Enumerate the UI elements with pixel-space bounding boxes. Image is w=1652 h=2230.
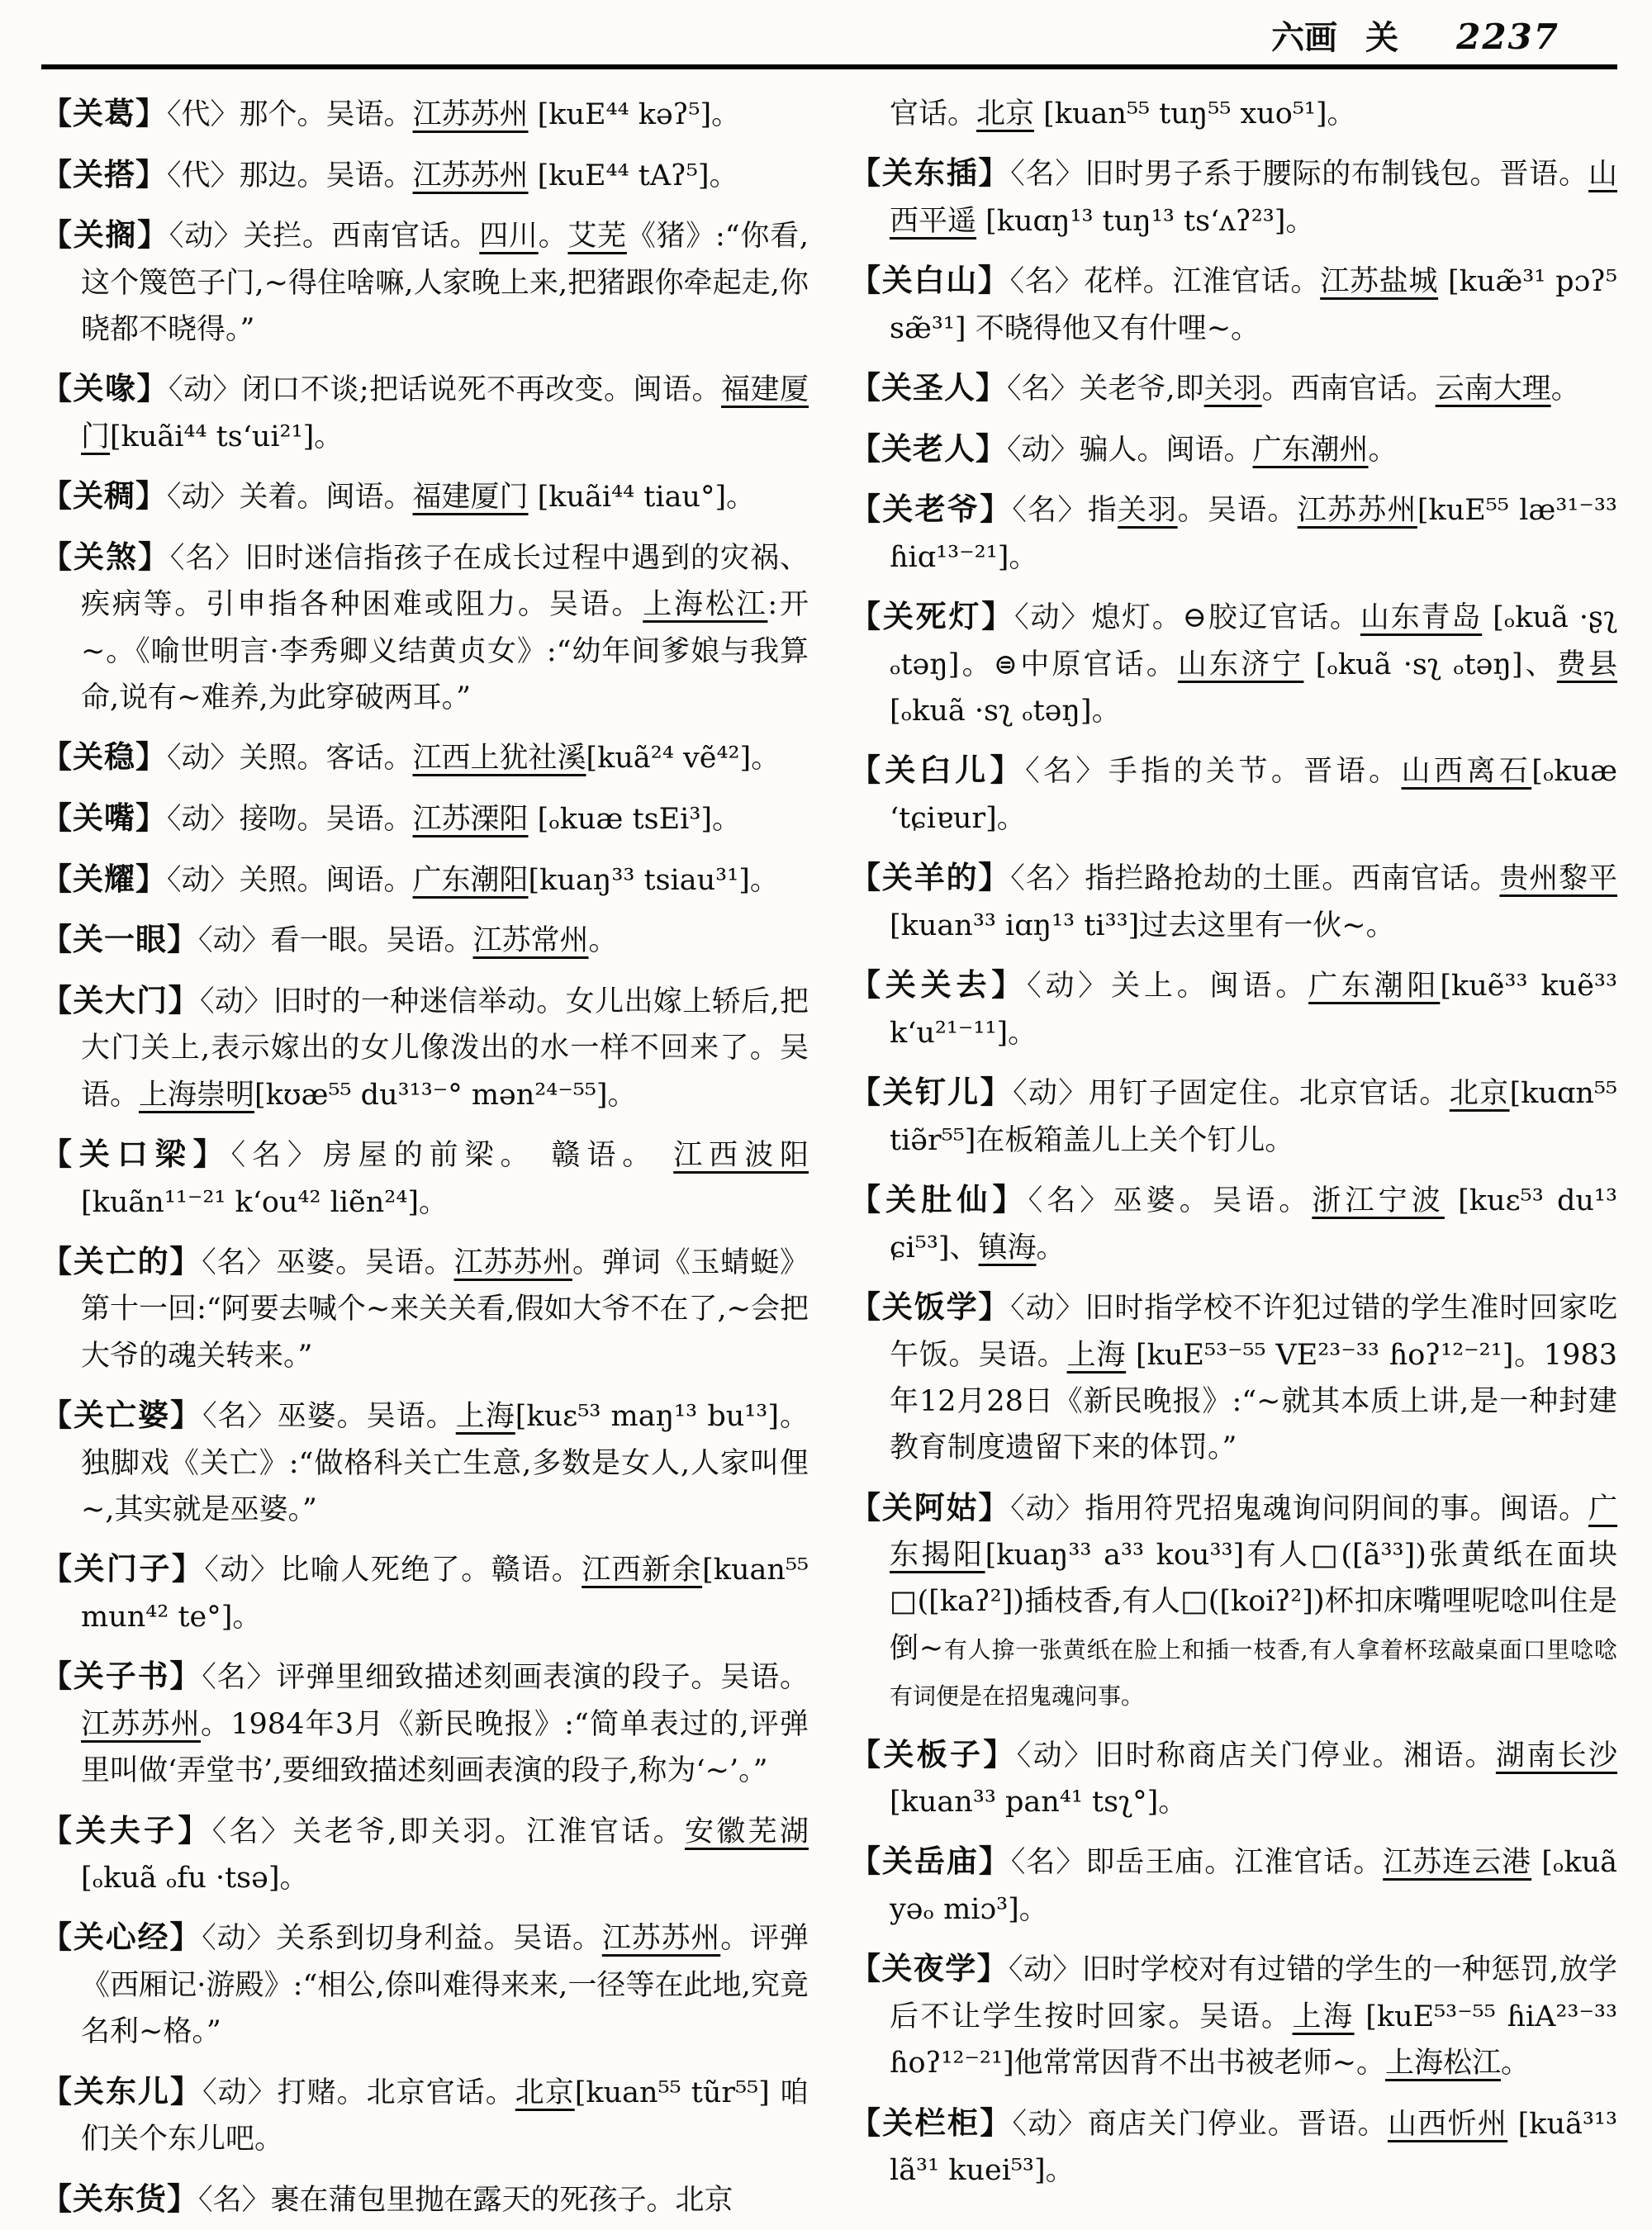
place-name: 江苏溧阳 [412, 803, 529, 836]
dict-entry [41, 1652, 809, 1794]
entry-text: [kuã²⁴ vẽ⁴²]。 [586, 742, 781, 776]
entry-text: 〈名〉关老爷,即 [1007, 372, 1204, 406]
entry-text: [ₒkuã ·sʅ ₒtəŋ]。 [890, 695, 1121, 728]
entry-text: 〈名〉即岳王庙。江淮官话。 [1010, 1846, 1384, 1880]
dict-entry [850, 1483, 1617, 1719]
dict-entry [850, 1283, 1617, 1472]
dict-entry [41, 915, 809, 965]
place-name: 福建厦门 [81, 373, 809, 453]
page-number: 2237 [1456, 17, 1559, 57]
entry-text: 〈动〉关系到切身利益。吴语。 [202, 1922, 602, 1956]
entry-text: 。 [1036, 1231, 1066, 1264]
entry-text: 。评弹《西厢记·游殿》:“相公,倷叫难得来来,一径等在此地,究竟名利~格。” [81, 1922, 809, 2049]
dict-entry [850, 425, 1617, 474]
entry-headword: 【关亡的】 [41, 1242, 202, 1279]
entry-headword: 【关老人】 [850, 429, 1007, 467]
place-name: 江苏苏州 [453, 1245, 572, 1279]
entry-headword: 【关子书】 [41, 1658, 202, 1695]
entry-text: 〈动〉旧时学校对有过错的学生的一种惩罚,放学后不让学生按时回家。吴语。 [890, 1953, 1617, 2033]
place-name: 北京 [976, 97, 1035, 130]
entry-text: 〈名〉巫婆。吴语。 [202, 1245, 454, 1279]
entry-headword: 【关嘴】 [41, 799, 167, 836]
entry-text: 。 [1500, 2047, 1530, 2081]
entry-text: [kuan⁵⁵ tũr⁵⁵] 咱们关个东儿吧。 [81, 2076, 809, 2156]
entry-headword: 【关葛】 [41, 95, 167, 131]
entry-text: 〈动〉关着。闽语。 [167, 481, 413, 515]
place-name: 关羽 [1203, 372, 1262, 406]
entry-text: 。 [588, 924, 618, 958]
entry-headword: 【关圣人】 [850, 369, 1007, 406]
entry-text: [kuE⁴⁴ kəʔ⁵]。 [528, 98, 741, 131]
dict-entry [41, 89, 809, 139]
right-column [850, 89, 1617, 2230]
dict-entry [41, 1544, 809, 1640]
place-name: 浙江宁波 [1312, 1184, 1445, 1218]
entry-text: [kuɛ⁵³ maŋ¹³ bu¹³]。独脚戏《关亡》:“做格科关亡生意,多数是女人,人家叫俚~,其实就是巫婆。” [81, 1400, 809, 1526]
dict-entry [41, 1806, 809, 1902]
entry-text: [kʊæ⁵⁵ du³¹³⁻° mən²⁴⁻⁵⁵]。 [254, 1078, 637, 1112]
entry-text: 〈动〉闭口不谈;把话说死不再改变。闽语。 [168, 373, 722, 407]
place-name: 广东潮阳 [1308, 970, 1441, 1004]
place-name: 云南大理 [1435, 372, 1551, 406]
entry-headword: 【关搁】 [41, 216, 169, 254]
dict-entry [850, 2099, 1617, 2194]
place-name: 费县 [1556, 648, 1617, 681]
entry-text: 〈名〉房屋的前梁。 赣语。 [230, 1138, 674, 1172]
entry-text: [kuaŋ³³ tsiau³¹]。 [528, 863, 779, 897]
entry-text: 〈动〉旧时称商店关门停业。湘语。 [1016, 1739, 1496, 1772]
entry-text: 〈动〉旧时的一种迷信举动。女儿出嫁上轿后,把大门关上,表示嫁出的女儿像泼出的水一样不回来了。吴语。 [81, 985, 809, 1112]
place-name: 上海 [1292, 2000, 1355, 2033]
dict-entry [41, 150, 809, 200]
place-name: 山西忻州 [1387, 2107, 1508, 2141]
entry-text: 〈动〉骗人。闽语。 [1007, 433, 1253, 467]
place-name: 北京 [1449, 1077, 1510, 1111]
entry-text: 〈代〉那个。吴语。 [167, 98, 413, 131]
place-name: 山西平遥 [890, 158, 1617, 238]
entry-text: [ₒkuã ·sʅ ₒtəŋ]、 [1303, 648, 1557, 681]
entry-text: 〈名〉裹在蒲包里抛在露天的死孩子。北京 [198, 2183, 733, 2217]
entry-text: [kuan⁵⁵ mun⁴² te°]。 [81, 1554, 809, 1634]
dict-entry [41, 976, 809, 1118]
entry-text: 〈名〉巫婆。吴语。 [202, 1400, 456, 1434]
place-name: 镇海 [978, 1231, 1037, 1264]
entry-headword: 【关搭】 [41, 155, 167, 192]
entry-text: [kuE⁵³⁻⁵⁵ VE²³⁻³³ ɦoʔ¹²⁻²¹]。1983年12月28日《新民晚报》:“~就其本质上讲,是一种封建教育制度遗留下来的体罚。” [890, 1338, 1617, 1465]
place-name: 江苏苏州 [601, 1922, 721, 1956]
place-name: 江苏苏州 [412, 98, 529, 131]
place-name: 四川 [479, 220, 539, 254]
entry-text: [kuan³³ iɑŋ¹³ ti³³]过去这里有一伙~。 [890, 909, 1395, 942]
entry-headword: 【关钉儿】 [850, 1074, 1014, 1111]
place-name: 广东揭阳 [890, 1492, 1617, 1573]
entry-text: [kuɑn⁵⁵ tiə̃r⁵⁵]在板箱盖儿上关个钉儿。 [890, 1077, 1617, 1157]
entry-text: [kuɑŋ¹³ tuŋ¹³ ts‘ʌʔ²³]。 [976, 204, 1315, 238]
section-radical: 关 [1365, 18, 1399, 57]
entry-text: 〈动〉指用符咒招鬼魂询问阴间的事。闽语。 [1010, 1492, 1588, 1525]
left-column [41, 89, 809, 2230]
place-name: 关羽 [1118, 494, 1178, 528]
entry-headword: 【关东儿】 [41, 2072, 203, 2109]
entry-text: 。弹词《玉蜻蜓》第十一回:“阿要去喊个~来关关看,假如大爷不在了,~会把大爷的魂关转来。” [81, 1245, 809, 1373]
entry-headword: 【关饭学】 [850, 1288, 1011, 1325]
entry-text: 。西南官话。 [1261, 372, 1436, 406]
entry-text: 〈动〉比喻人死绝了。赣语。 [204, 1554, 582, 1587]
entry-headword: 【关臼儿】 [850, 752, 1026, 789]
dict-entry [850, 592, 1617, 734]
entry-text: [kuE⁵³⁻⁵⁵ ɦiA²³⁻³³ ɦoʔ¹²⁻²¹]他常常因背不出书被老师~。 [890, 2000, 1617, 2081]
entry-headword: 【关栏柜】 [850, 2104, 1013, 2141]
entry-text: [ₒkuã ·ʂʅ ₒtəŋ]。⊜中原官话。 [890, 601, 1617, 681]
dict-entry [850, 1068, 1617, 1164]
entry-text: 〈名〉指 [1012, 494, 1118, 528]
dict-entry [41, 472, 809, 521]
dict-entry [850, 485, 1617, 581]
entry-text: 《猪》:“你看,这个篾笆子门,~得住啥嘛,人家晚上来,把猪跟你牵起走,你晓都不晓得。” [81, 220, 809, 347]
dict-entry [41, 1237, 809, 1379]
entry-headword: 【关稳】 [41, 738, 167, 776]
entry-headword: 【关夫子】 [41, 1811, 212, 1848]
place-name: 北京 [515, 2076, 575, 2109]
entry-headword: 【关门子】 [41, 1550, 205, 1587]
dict-entry [41, 1913, 809, 2055]
entry-text: 〈动〉看一眼。吴语。 [198, 924, 473, 958]
place-name: 上海崇明 [139, 1078, 255, 1112]
dict-entry [41, 794, 809, 843]
place-name: 江苏苏州 [412, 159, 529, 192]
place-name: 艾芜 [567, 220, 627, 254]
entry-text: [kuɛ⁵³ du¹³ ɕi⁵³]、 [890, 1184, 1617, 1264]
entry-text: [kuãn¹¹⁻²¹ k‘ou⁴² liẽn²⁴]。 [81, 1185, 449, 1219]
dict-entry [850, 256, 1617, 352]
entry-text: 〈名〉关老爷,即关羽。江淮官话。 [211, 1815, 685, 1848]
place-name: 湖南长沙 [1495, 1739, 1617, 1772]
header-rule [41, 64, 1617, 69]
entry-text: [ₒkuæ tsEi³]。 [528, 803, 742, 836]
dict-entry [850, 853, 1617, 949]
section-title [1271, 12, 1398, 59]
entry-headword: 【关板子】 [850, 1735, 1017, 1772]
place-name: 江西新余 [582, 1554, 703, 1587]
entry-headword: 【关羊的】 [850, 859, 1011, 896]
place-name: 江苏连云港 [1383, 1846, 1532, 1880]
place-name: 江苏常州 [472, 924, 589, 958]
dict-entry [41, 1391, 809, 1533]
entry-text: 〈动〉旧时指学校不许犯过错的学生准时回家吃午饭。吴语。 [890, 1291, 1617, 1372]
entry-text: 〈动〉打赌。北京官话。 [202, 2076, 515, 2109]
place-name: 上海 [455, 1400, 515, 1434]
entry-headword: 【关白山】 [850, 262, 1010, 299]
entry-text: 〈动〉关上。闽语。 [1027, 970, 1309, 1004]
place-name: 安徽芜湖 [684, 1815, 809, 1848]
dict-entry [41, 2067, 809, 2163]
entry-text: 。吴语。 [1177, 494, 1298, 528]
entry-text: [kuaŋ³³ a³³ kou³³]有人□([ã³³])张黄纸在面块□([kaʔ²])插枝香,有人□([koiʔ²])杯扣床嘴哩呢唸叫住是倒~ [890, 1539, 1617, 1665]
place-name: 山西离石 [1401, 755, 1532, 789]
dict-entry [41, 733, 809, 782]
dict-entry-continuation [850, 91, 1617, 137]
place-name: 江西上犹社溪 [412, 742, 586, 776]
entry-text: [kuE⁴⁴ tAʔ⁵]。 [528, 159, 738, 192]
entry-text: [kuãi⁴⁴ ts‘ui²¹]。 [110, 420, 344, 453]
entry-text: :开~。《喻世明言·李秀卿义结黄贞女》:“幼年间爹娘与我算命,说有~难养,为此穿破两耳。” [81, 588, 809, 715]
place-name: 上海松江 [1384, 2047, 1501, 2081]
entry-text: 〈动〉关照。闽语。 [167, 863, 413, 897]
place-name: 福建厦门 [412, 481, 529, 515]
entry-text: 〈名〉巫婆。吴语。 [1028, 1184, 1313, 1218]
dict-entry [41, 855, 809, 904]
entry-headword: 【关岳庙】 [850, 1843, 1011, 1880]
entry-text: [kuan⁵⁵ tuŋ⁵⁵ xuo⁵¹]。 [1034, 97, 1356, 130]
entry-text: [ₒkuæ ʻtɕiɐur]。 [890, 755, 1617, 835]
dict-entry [850, 961, 1617, 1056]
entry-headword: 【关喙】 [41, 370, 169, 407]
entry-text: [kuẽ³³ kuẽ³³ k‘u²¹⁻¹¹]。 [890, 970, 1617, 1050]
dict-entry [850, 149, 1617, 244]
entry-headword: 【关心经】 [41, 1919, 202, 1956]
place-name: 江苏苏州 [1297, 494, 1417, 528]
entry-text: 〈名〉花样。江淮官话。 [1009, 265, 1321, 299]
entry-text: 〈动〉熄灯。⊖胶辽官话。 [1014, 601, 1360, 635]
entry-text: 有人揜一张黄纸在脸上和插一枝香,有人拿着杯玹敲桌面口里唸唸有词便是在招鬼魂问事。 [890, 1635, 1618, 1710]
section-stroke-count: 六画 [1271, 18, 1338, 57]
dict-entry [850, 1944, 1617, 2086]
entry-text: [ₒkuã yəₒ miɔ³]。 [890, 1846, 1617, 1926]
entry-text: 〈动〉接吻。吴语。 [167, 803, 413, 836]
entry-headword: 【关东插】 [850, 154, 1011, 192]
entry-headword: 【关大门】 [41, 981, 200, 1018]
dict-entry [850, 746, 1617, 842]
entry-text: 〈动〉用钉子固定住。北京官话。 [1013, 1077, 1450, 1111]
entry-text: 〈代〉那边。吴语。 [167, 159, 413, 192]
entry-text: 。1984年3月《新民晚报》:“简单表过的,评弹里叫做‘弄堂书’,要细致描述刻画表演的段子,称为‘~’。” [81, 1707, 809, 1788]
entry-text: 〈名〉手指的关节。晋语。 [1025, 755, 1402, 789]
entry-headword: 【关耀】 [41, 860, 167, 897]
place-name: 广东潮阳 [412, 863, 529, 897]
entry-text: 〈名〉旧时迷信指孩子在成长过程中遇到的灾祸、疾病等。引申指各种困难或阻力。吴语。 [81, 541, 809, 622]
dict-entry [850, 1730, 1617, 1826]
entry-headword: 【关稠】 [41, 477, 167, 515]
entry-text: [kuãi⁴⁴ tiau°]。 [528, 481, 756, 515]
entry-headword: 【关东货】 [41, 2180, 198, 2217]
entry-text: [kuE⁵⁵ læ³¹⁻³³ ɦiɑ¹³⁻²¹]。 [890, 494, 1617, 574]
entry-text: 。 [1368, 433, 1398, 467]
entry-headword: 【关死灯】 [850, 598, 1015, 635]
dict-entry [850, 1837, 1617, 1933]
entry-text: 〈名〉评弹里细致描述刻画表演的段子。吴语。 [202, 1661, 809, 1695]
entry-headword: 【关夜学】 [850, 1950, 1009, 1987]
entry-headword: 【关肚仙】 [850, 1181, 1028, 1218]
dict-entry [850, 363, 1617, 413]
entry-text: 官话。 [890, 97, 977, 130]
entry-text: 〈动〉商店关门停业。晋语。 [1012, 2107, 1388, 2141]
dict-entry [41, 2175, 809, 2224]
entry-text: [kuan³³ pan⁴¹ tsʅ°]。 [890, 1786, 1188, 1820]
entry-text: 〈名〉指拦路抢劫的土匪。西南官话。 [1010, 862, 1500, 896]
place-name: 上海 [1066, 1338, 1127, 1372]
place-name: 江苏苏州 [81, 1707, 202, 1741]
dict-entry [41, 1130, 809, 1226]
entry-headword: 【关亡婆】 [41, 1397, 203, 1434]
dictionary-columns [41, 89, 1617, 2230]
dict-entry [41, 211, 809, 353]
entry-text: 〈动〉关照。客话。 [167, 742, 413, 776]
dict-entry [850, 1175, 1617, 1271]
entry-headword: 【关口梁】 [41, 1135, 231, 1172]
place-name: 江西波阳 [673, 1138, 809, 1172]
entry-text: [kuã³¹³ lã³¹ kuei⁵³]。 [890, 2107, 1617, 2188]
entry-text: 〈动〉关拦。西南官话。 [169, 220, 480, 254]
entry-text: 。 [538, 220, 568, 254]
place-name: 贵州黎平 [1499, 862, 1617, 896]
place-name: 山东青岛 [1360, 601, 1483, 635]
entry-headword: 【关老爷】 [850, 491, 1013, 528]
entry-headword: 【关阿姑】 [850, 1488, 1011, 1525]
dict-entry [41, 533, 809, 722]
page-header [41, 12, 1617, 59]
entry-text: [kuæ̃³¹ pɔʔ⁵ sæ̃³¹] 不晓得他又有什哩~。 [890, 265, 1617, 345]
place-name: 山东济宁 [1177, 648, 1304, 681]
dict-entry [41, 364, 809, 460]
entry-text: 。 [1550, 372, 1580, 406]
place-name: 江苏盐城 [1320, 265, 1439, 299]
place-name: 上海松江 [643, 588, 768, 622]
entry-headword: 【关煞】 [41, 538, 170, 575]
entry-text: [ₒkuã ₒfu ·tsə]。 [81, 1862, 309, 1896]
entry-text: 〈名〉旧时男子系于腰际的布制钱包。晋语。 [1010, 158, 1588, 192]
entry-headword: 【关一眼】 [41, 921, 198, 958]
entry-headword: 【关关去】 [850, 966, 1028, 1004]
place-name: 广东潮州 [1252, 433, 1369, 467]
